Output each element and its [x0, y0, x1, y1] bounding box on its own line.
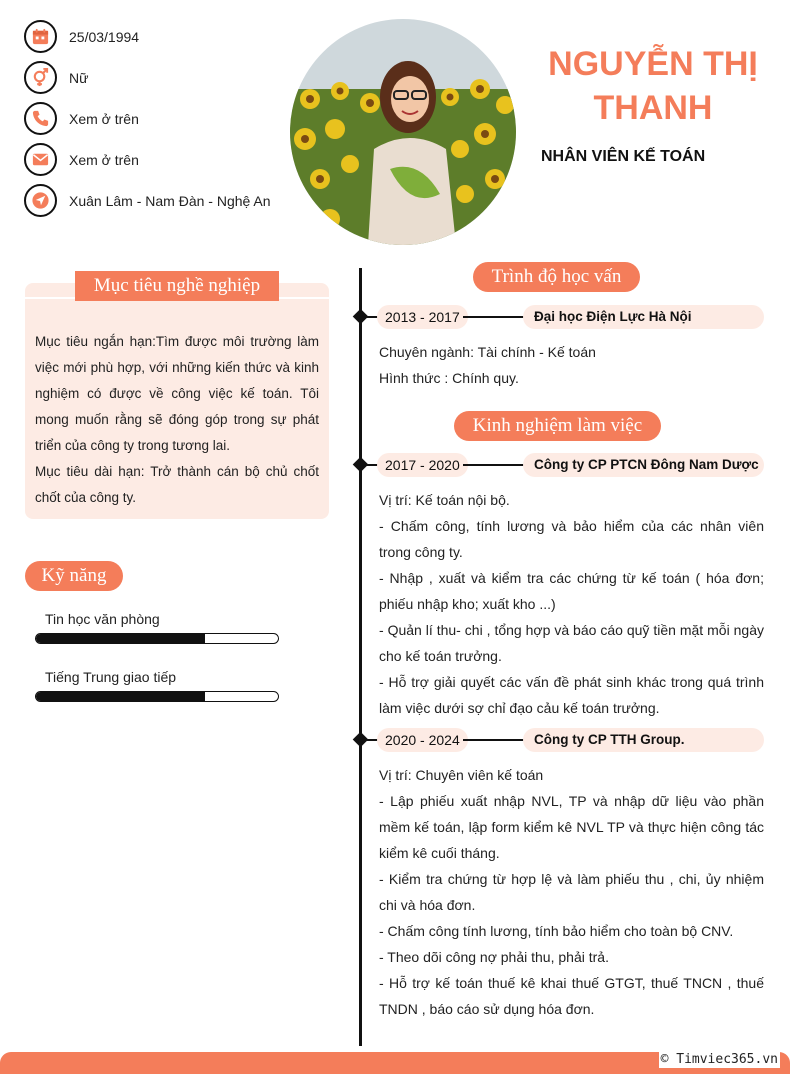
name-line-2: THANH	[593, 89, 713, 127]
entry-detail-line: - Chấm công tính lương, tính bảo hiểm cho toàn bộ CNV.	[379, 923, 734, 939]
location-icon	[24, 184, 57, 217]
entry-detail-line: Vị trí: Kế toán nội bộ.	[379, 492, 510, 508]
objective-heading: Mục tiêu nghề nghiệp	[75, 271, 279, 301]
avatar-photo	[290, 19, 516, 245]
entry-organization: Đại học Điện Lực Hà Nội	[523, 305, 764, 329]
timeline-connector	[463, 739, 525, 741]
skill-item	[35, 611, 279, 644]
email-row	[24, 143, 271, 176]
entry-detail-line: - Quản lí thu- chi , tổng hợp và báo cáo quỹ tiền mặt mỗi ngày cho kế toán trưởng.	[379, 622, 764, 664]
experience-entry-header	[355, 453, 765, 477]
skill-item	[35, 669, 279, 702]
entry-organization: Công ty CP PTCN Đông Nam Dược	[523, 453, 764, 477]
address-row	[24, 184, 271, 217]
education-entry-details	[379, 339, 764, 391]
experience-entry-details	[379, 487, 764, 721]
skill-label: Tiếng Trung giao tiếp	[45, 669, 177, 685]
entry-date: 2020 - 2024	[377, 728, 468, 752]
entry-detail-line: - Hỗ trợ giải quyết các vấn đề phát sinh khác trong quá trình làm việc dưới sợ chỉ đạo cảu kế toán trưởng.	[379, 674, 764, 716]
birthdate-text: 25/03/1994	[69, 28, 140, 45]
entry-detail-line: Chuyên ngành: Tài chính - Kế toán	[379, 344, 596, 360]
education-heading: Trình độ học vấn	[473, 262, 640, 292]
timeline-line	[359, 268, 362, 1046]
skill-bar-fill	[36, 634, 205, 643]
avatar	[290, 19, 516, 245]
objective-long-term: Mục tiêu dài hạn: Trở thành cán bộ chủ chốt chốt của công ty.	[35, 464, 319, 505]
address-text: Xuân Lâm - Nam Đàn - Nghệ An	[69, 192, 271, 209]
experience-heading: Kinh nghiệm làm việc	[454, 411, 661, 441]
entry-detail-line: - Chấm công, tính lương và bảo hiểm của các nhân viên trong công ty.	[379, 518, 764, 560]
skill-bar-fill	[36, 692, 205, 701]
entry-detail-line: - Kiểm tra chứng từ hợp lệ và làm phiếu thu , chi, ủy nhiệm chi và hóa đơn.	[379, 871, 764, 913]
entry-detail-line: - Lập phiếu xuất nhập NVL, TP và nhập dữ liệu vào phần mềm kế toán, lập form kiểm kê NVL TP và thực hiện công tác kiểm kê cuối tháng.	[379, 793, 764, 861]
birthdate-row	[24, 20, 271, 53]
skill-label: Tin học văn phòng	[45, 611, 160, 627]
contact-info	[24, 20, 271, 225]
email-icon	[24, 143, 57, 176]
entry-date: 2013 - 2017	[377, 305, 468, 329]
footer-watermark: © Timviec365.vn	[660, 1052, 778, 1067]
experience-entry-header	[355, 728, 765, 752]
email-text: Xem ở trên	[69, 151, 139, 168]
entry-organization: Công ty CP TTH Group.	[523, 728, 764, 752]
candidate-name	[520, 42, 786, 130]
phone-icon	[24, 102, 57, 135]
calendar-icon	[24, 20, 57, 53]
entry-date: 2017 - 2020	[377, 453, 468, 477]
entry-detail-line: - Theo dõi công nợ phải thu, phải trả.	[379, 949, 609, 965]
phone-text: Xem ở trên	[69, 110, 139, 127]
job-title: NHÂN VIÊN KẾ TOÁN	[541, 148, 706, 165]
gender-text: Nữ	[69, 69, 89, 86]
gender-row	[24, 61, 271, 94]
name-line-1: NGUYỄN THỊ	[548, 45, 758, 83]
objective-text	[35, 329, 319, 511]
skills-heading: Kỹ năng	[25, 561, 123, 591]
timeline-connector	[463, 464, 525, 466]
entry-detail-line: Hình thức : Chính quy.	[379, 370, 519, 386]
phone-row	[24, 102, 271, 135]
timeline-connector	[463, 316, 525, 318]
gender-icon	[24, 61, 57, 94]
entry-detail-line: - Hỗ trợ kế toán thuế kê khai thuế GTGT, thuế TNCN , thuế TNDN , báo cáo sử dụng hóa đơn.	[379, 975, 764, 1017]
skill-bar	[35, 691, 279, 702]
objective-short-term: Mục tiêu ngắn hạn:Tìm được môi trường làm việc mới phù hợp, với những kiến thức và kinh nghiệm có được về công việc kế toán. Tôi mong muốn rằng sẽ đóng góp trong sự phát triển của công ty trong tương lai.	[35, 334, 319, 453]
education-entry-header	[355, 305, 765, 329]
entry-detail-line: - Nhập , xuất và kiểm tra các chứng từ kế toán ( hóa đơn; phiếu nhập kho; xuất kho ...)	[379, 570, 764, 612]
skill-bar	[35, 633, 279, 644]
entry-detail-line: Vị trí: Chuyên viên kế toán	[379, 767, 544, 783]
experience-entry-details	[379, 762, 764, 1022]
